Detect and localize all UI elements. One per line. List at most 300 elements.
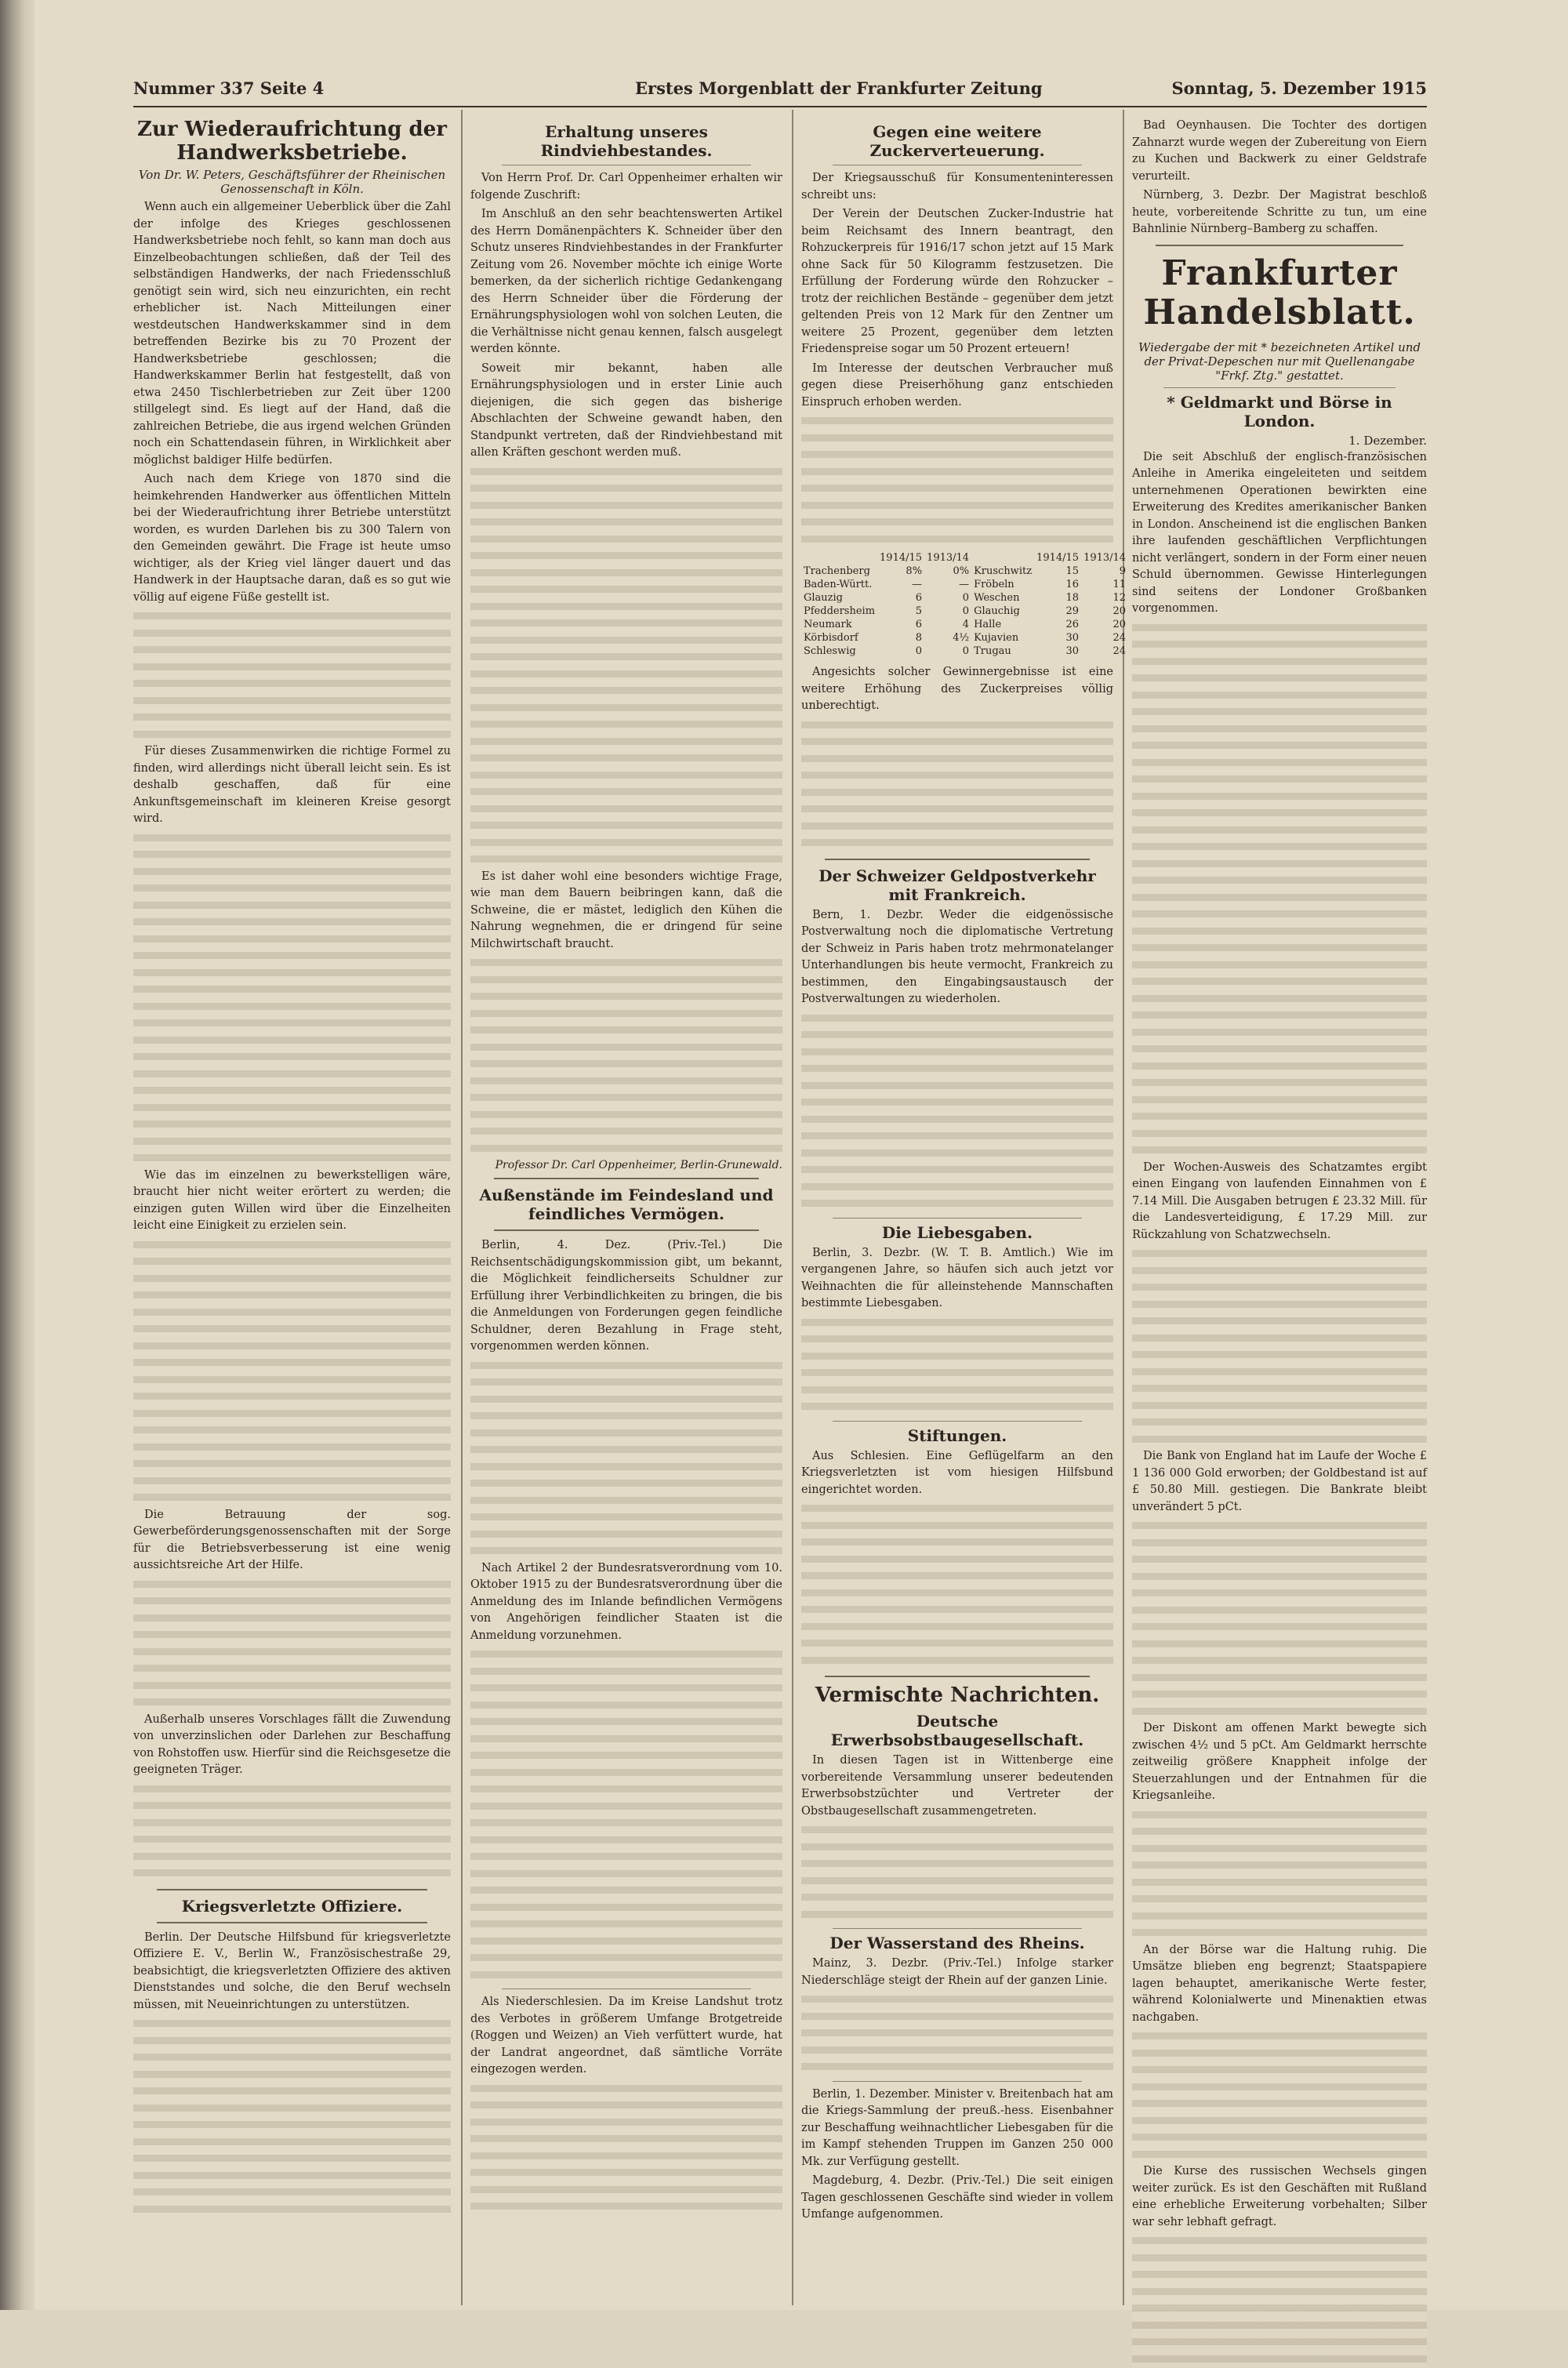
illegible-text-line bbox=[470, 1375, 782, 1392]
illegible-text-line bbox=[1132, 805, 1427, 823]
illegible-text-line bbox=[133, 965, 451, 982]
illegible-text-line bbox=[133, 932, 451, 949]
paragraph: Soweit mir bekannt, haben alle Ernährungsphysiologen und in erster Linie auch diejenigen, die sich gegen das bisherige Abschlachten der Schweine gewandt haben, den Standpunkt vertreten, daß der Rindviehbestand mit allen Kräften geschont werden muß. bbox=[470, 361, 782, 462]
illegible-text-line bbox=[1132, 1535, 1427, 1553]
paragraph: Als Niederschlesien. Da im Kreise Landshut trotz des Verbotes in größerem Umfange Brotgetreide (Roggen und Weizen) an Vieh verfüttert wurde, hat der Landrat angeordnet, daß sämtliche Vorräte eingezogen werden. bbox=[470, 1994, 782, 2079]
illegible-text-line bbox=[1132, 1841, 1427, 1858]
illegible-text-line bbox=[1132, 1041, 1427, 1059]
illegible-text-line bbox=[133, 1150, 451, 1168]
illegible-text-line bbox=[133, 642, 451, 659]
illegible-text-line bbox=[470, 1509, 782, 1527]
illegible-text-line bbox=[133, 727, 451, 744]
illegible-text-line bbox=[470, 1967, 782, 1985]
paragraph: Magdeburg, 4. Dezbr. (Priv.-Tel.) Die seit einigen Tagen geschlossenen Geschäfte sind wieder in vollem Umfange aufgenommen. bbox=[801, 2173, 1113, 2224]
divider bbox=[825, 859, 1090, 860]
table-row bbox=[801, 578, 1128, 591]
paragraph: Der Kriegsausschuß für Konsumenteninteressen schreibt uns: bbox=[801, 170, 1113, 204]
table-cell: Kujavien bbox=[971, 631, 1034, 645]
section-title: Die Liebesgaben. bbox=[801, 1223, 1113, 1242]
illegible-text-line bbox=[133, 693, 451, 710]
illegible-text-line bbox=[801, 717, 1113, 735]
table-cell: 16 bbox=[1034, 578, 1081, 591]
paragraph: Berlin, 4. Dez. (Priv.-Tel.) Die Reichsentschädigungskommission gibt, um bekannt, die Möglichkeit feindlicherseits Schuldner zur Erfüllung ihrer Verbindlichkeiten zu bringen, die bis die Anmeldungen von Forderungen gegen feindliche Schuldner, deren Bezahlung in Frage steht, vorgenommen werden können. bbox=[470, 1237, 782, 1356]
illegible-text-line bbox=[1132, 1025, 1427, 1042]
illegible-text-line bbox=[470, 649, 782, 666]
illegible-text-line bbox=[133, 1033, 451, 1050]
table-cell: Trachenberg bbox=[801, 565, 877, 578]
table-cell: 15 bbox=[1034, 565, 1081, 578]
illegible-text-line bbox=[470, 2131, 782, 2148]
illegible-text-line bbox=[801, 1534, 1113, 1552]
illegible-text-line bbox=[470, 1392, 782, 1409]
illegible-text-line bbox=[470, 835, 782, 852]
illegible-text-line bbox=[801, 447, 1113, 464]
illegible-text-line bbox=[1132, 1619, 1427, 1636]
illegible-text-line bbox=[801, 1619, 1113, 1636]
divider bbox=[157, 1922, 427, 1923]
illegible-text-line bbox=[1132, 2334, 1427, 2352]
illegible-text-line bbox=[801, 481, 1113, 498]
illegible-text-line bbox=[801, 1078, 1113, 1095]
illegible-text-line bbox=[1132, 1925, 1427, 1942]
table-cell bbox=[971, 551, 1034, 565]
illegible-text-line bbox=[1132, 1653, 1427, 1670]
paragraph: Im Interesse der deutschen Verbraucher muß gegen diese Preiserhöhung ganz entschieden Einspruch erhoben werden. bbox=[801, 361, 1113, 412]
paragraph: Außerhalb unseres Vorschlages fällt die Zuwendung von unverzinslichen oder Darlehen zur Beschaffung von Rohstoffen usw. Hierfür sind die Reichsgesetze die geeigneten Träger. bbox=[133, 1712, 451, 1779]
illegible-text-line bbox=[801, 1636, 1113, 1653]
illegible-text-line bbox=[1132, 2062, 1427, 2079]
illegible-text-line bbox=[133, 999, 451, 1016]
illegible-text-line bbox=[470, 481, 782, 498]
illegible-text-line bbox=[1132, 1313, 1427, 1331]
table-cell: 0% bbox=[924, 565, 971, 578]
illegible-text-line bbox=[470, 582, 782, 599]
paragraph: Der Diskont am offenen Markt bewegte sich zwischen 4½ und 5 pCt. Am Geldmarkt herrschte zeitweilig größere Knappheit infolge der Steuerzahlungen und der Entnahmen für die Kriegsanleihe. bbox=[1132, 1720, 1427, 1805]
illegible-text-line bbox=[133, 710, 451, 727]
illegible-text-line bbox=[470, 616, 782, 633]
signature: Professor Dr. Carl Oppenheimer, Berlin-Grunewald. bbox=[470, 1159, 782, 1171]
illegible-text-line bbox=[470, 1527, 782, 1544]
illegible-text-line bbox=[133, 1305, 451, 1322]
illegible-text-line bbox=[470, 818, 782, 835]
paragraph: Für dieses Zusammenwirken die richtige Formel zu finden, wird allerdings nicht überall leicht sein. Es ist deshalb geschaffen, daß für eine Ankunftsgemeinschaft im kleineren Kreise gesorgt wird. bbox=[133, 743, 451, 828]
illegible-text-line bbox=[133, 1815, 451, 1832]
illegible-text-line bbox=[801, 1128, 1113, 1146]
illegible-text-line bbox=[470, 1022, 782, 1040]
illegible-text-line bbox=[470, 1442, 782, 1459]
table-cell: Pfeddersheim bbox=[801, 605, 877, 618]
divider bbox=[157, 1889, 427, 1890]
illegible-text-line bbox=[470, 1748, 782, 1765]
paragraph: Die Kurse des russischen Wechsels gingen weiter zurück. Es ist den Geschäften mit Rußland eine erhebliche Erweiterung vorbehalten; Silber war sehr lebhaft gefragt. bbox=[1132, 2163, 1427, 2231]
illegible-text-line bbox=[470, 514, 782, 532]
illegible-text-line bbox=[133, 2151, 451, 2168]
illegible-text-line bbox=[1132, 906, 1427, 924]
table-cell: 4 bbox=[924, 618, 971, 631]
table-row bbox=[801, 618, 1128, 631]
illegible-text-line bbox=[133, 1440, 451, 1457]
illegible-text-line bbox=[470, 2081, 782, 2098]
divider bbox=[833, 1421, 1082, 1422]
table-cell: 18 bbox=[1034, 591, 1081, 605]
table-cell: 29 bbox=[1034, 605, 1081, 618]
illegible-text-line bbox=[470, 1698, 782, 1715]
illegible-text-line bbox=[1132, 2130, 1427, 2147]
illegible-text-line bbox=[801, 835, 1113, 852]
illegible-text-line bbox=[801, 1822, 1113, 1840]
illegible-text-line bbox=[801, 1501, 1113, 1518]
column-1 bbox=[133, 118, 451, 2297]
illegible-text-line bbox=[801, 1011, 1113, 1028]
table-cell: 5 bbox=[877, 605, 924, 618]
illegible-text-line bbox=[1132, 2113, 1427, 2130]
illegible-text-line bbox=[470, 1781, 782, 1799]
divider bbox=[494, 1229, 759, 1231]
table-cell: 1913/14 bbox=[1081, 551, 1128, 565]
illegible-text-line bbox=[470, 1883, 782, 1900]
section-title: Kriegsverletzte Offiziere. bbox=[133, 1897, 451, 1916]
section-headline: Frankfurter Handelsblatt. bbox=[1132, 254, 1427, 332]
table-cell bbox=[801, 551, 877, 565]
illegible-text-line bbox=[133, 1577, 451, 1594]
illegible-text-line bbox=[801, 1992, 1113, 2009]
illegible-text-line bbox=[801, 2025, 1113, 2043]
illegible-text-line bbox=[1132, 823, 1427, 840]
illegible-text-line bbox=[133, 1422, 451, 1440]
illegible-text-line bbox=[1132, 738, 1427, 755]
illegible-text-line bbox=[1132, 1518, 1427, 1535]
illegible-text-line bbox=[1132, 654, 1427, 671]
table-cell: 11 bbox=[1081, 578, 1128, 591]
illegible-text-line bbox=[470, 1950, 782, 1967]
illegible-text-line bbox=[133, 1049, 451, 1066]
table-cell: Halle bbox=[971, 618, 1034, 631]
table-row bbox=[801, 605, 1128, 618]
table-cell: 0 bbox=[924, 605, 971, 618]
illegible-text-line bbox=[1132, 1364, 1427, 1382]
paragraph: Angesichts solcher Gewinnergebnisse ist eine weitere Erhöhung des Zuckerpreises völlig unberechtigt. bbox=[801, 664, 1113, 715]
illegible-text-line bbox=[133, 1100, 451, 1117]
table-cell: 0 bbox=[924, 591, 971, 605]
illegible-text-line bbox=[801, 413, 1113, 430]
table-row bbox=[801, 631, 1128, 645]
table-cell: Weschen bbox=[971, 591, 1034, 605]
illegible-text-line bbox=[133, 1254, 451, 1271]
illegible-text-line bbox=[470, 1056, 782, 1073]
paragraph: Wenn auch ein allgemeiner Ueberblick über die Zahl der infolge des Krieges geschlossenen Handwerksbetriebe noch fehlt, so kann man doch aus Einzelbeobachtungen schließen, daß der Teil des selbständigen Handwerks, der nach Friedensschluß genötigt sein wird, sich neu einzurichten, ein recht erheblicher ist. Nach Mitteilungen einer westdeutschen Handwerkskammer sind in dem betreffenden Bezirke bis zu 70 Prozent der Handwerksbetriebe geschlossen; die Handwerkskammer Berlin hat festgestellt, daß von etwa 2450 Tischlerbetrieben zur Zeit über 1200 stillgelegt sind. Es liegt auf der Hand, daß die zahlreichen Betriebe, die aus irgend welchen Gründen noch ein Schattendasein führen, in Wirklichkeit aber möglichst baldiger Hilfe bedürfen. bbox=[133, 199, 451, 469]
illegible-text-line bbox=[1132, 789, 1427, 806]
article-title: Gegen eine weitere Zuckerverteuerung. bbox=[801, 122, 1113, 160]
table-cell: Glauchig bbox=[971, 605, 1034, 618]
illegible-text-line bbox=[1132, 839, 1427, 856]
paragraph: Berlin, 1. Dezember. Minister v. Breitenbach hat am die Kriegs-Sammlung der preuß.-hess. Eisenbahner zur Beschaffung weihnachtlicher Liebesgaben für die im Kampf stehenden Truppen im Ganzen 250 000 Mk. zur Verfügung gestellt. bbox=[801, 2087, 1113, 2171]
table-cell: 20 bbox=[1081, 605, 1128, 618]
illegible-text-line bbox=[133, 864, 451, 881]
section-title: Deutsche Erwerbsobstbaugesellschaft. bbox=[801, 1712, 1113, 1749]
illegible-text-line bbox=[801, 1146, 1113, 1163]
table-cell: 1914/15 bbox=[877, 551, 924, 565]
table-cell: 9 bbox=[1081, 565, 1128, 578]
illegible-text-line bbox=[470, 1680, 782, 1698]
illegible-text-line bbox=[1132, 1432, 1427, 1449]
illegible-text-line bbox=[133, 1083, 451, 1100]
illegible-text-line bbox=[1132, 1092, 1427, 1110]
article-title: Zur Wiederaufrichtung der Handwerksbetriebe. bbox=[133, 118, 451, 165]
illegible-text-line bbox=[1132, 772, 1427, 789]
table-cell: 0 bbox=[924, 645, 971, 658]
illegible-text-line bbox=[801, 768, 1113, 785]
paragraph: Mainz, 3. Dezbr. (Priv.-Tel.) Infolge starker Niederschläge steigt der Rhein auf der ganzen Linie. bbox=[801, 1956, 1113, 1989]
masthead-rule bbox=[133, 106, 1427, 107]
illegible-text-line bbox=[1132, 2079, 1427, 2097]
paragraph: Aus Schlesien. Eine Geflügelfarm an den Kriegsverletzten ist vom hiesigen Hilfsbund eingerichtet worden. bbox=[801, 1448, 1113, 1499]
illegible-text-line bbox=[1132, 1126, 1427, 1143]
section-title: Der Wasserstand des Rheins. bbox=[801, 1934, 1113, 1952]
illegible-text-line bbox=[470, 1900, 782, 1917]
illegible-text-line bbox=[801, 1196, 1113, 1213]
illegible-text-line bbox=[133, 948, 451, 965]
column-rule bbox=[461, 110, 463, 2305]
illegible-text-line bbox=[470, 2165, 782, 2182]
illegible-text-line bbox=[1132, 1704, 1427, 1721]
illegible-text-line bbox=[1132, 1569, 1427, 1586]
table-cell: Schleswig bbox=[801, 645, 877, 658]
illegible-text-line bbox=[470, 852, 782, 869]
table-cell: Neumark bbox=[801, 618, 877, 631]
illegible-text-line bbox=[801, 1179, 1113, 1197]
illegible-text-line bbox=[133, 2185, 451, 2202]
dateline: 1. Dezember. bbox=[1132, 434, 1427, 448]
issue-date: Sonntag, 5. Dezember 1915 bbox=[1172, 78, 1428, 98]
illegible-text-line bbox=[133, 881, 451, 898]
masthead bbox=[133, 78, 1427, 110]
illegible-text-line bbox=[1132, 688, 1427, 705]
illegible-text-line bbox=[470, 1815, 782, 1832]
illegible-text-line bbox=[1132, 1297, 1427, 1314]
illegible-text-line bbox=[133, 898, 451, 915]
illegible-text-line bbox=[801, 785, 1113, 802]
illegible-text-line bbox=[470, 1832, 782, 1850]
illegible-text-line bbox=[801, 2009, 1113, 2026]
illegible-text-line bbox=[1132, 721, 1427, 739]
table-cell: 24 bbox=[1081, 631, 1128, 645]
paragraph: An der Börse war die Haltung ruhig. Die Umsätze blieben eng begrenzt; Staatspapiere lagen behauptet, amerikanische Werte fester, während Kolonialwerte und Minenaktien etwas nachgaben. bbox=[1132, 1942, 1427, 2027]
illegible-text-line bbox=[470, 1866, 782, 1883]
illegible-text-line bbox=[801, 1112, 1113, 1129]
illegible-text-line bbox=[1132, 1280, 1427, 1297]
illegible-text-line bbox=[1132, 2046, 1427, 2063]
illegible-text-line bbox=[133, 1015, 451, 1033]
illegible-text-line bbox=[133, 1338, 451, 1356]
paragraph: Im Anschluß an den sehr beachtenswerten Artikel des Herrn Domänenpächters K. Schneider über den Schutz unseres Rindviehbestandes in der Frankfurter Zeitung vom 26. November möchte ich einige Worte bemerken, da der sicherlich richtige Gedankengang des Herrn Schneider über die Förderung der Ernährungsphysiologen wohl von solchen Leuten, die die Verhältnisse nicht genau kennen, falsch ausgelegt werden könnte. bbox=[470, 206, 782, 358]
table-cell: 30 bbox=[1034, 631, 1081, 645]
illegible-text-line bbox=[470, 1934, 782, 1951]
illegible-text-line bbox=[133, 847, 451, 864]
illegible-text-line bbox=[470, 750, 782, 768]
illegible-text-line bbox=[470, 1124, 782, 1141]
table-cell: 8% bbox=[877, 565, 924, 578]
section-headline: Vermischte Nachrichten. bbox=[801, 1683, 1113, 1707]
illegible-text-line bbox=[133, 2202, 451, 2219]
illegible-text-line bbox=[1132, 670, 1427, 688]
illegible-text-line bbox=[133, 2016, 451, 2033]
illegible-text-line bbox=[470, 784, 782, 801]
illegible-text-line bbox=[470, 1040, 782, 1057]
illegible-text-line bbox=[133, 1288, 451, 1305]
paragraph: Die Betrauung der sog. Gewerbeförderungsgenossenschaften mit der Sorge für die Betriebsverbesserung ist eine wenig aussichtsreiche Art der Hilfe. bbox=[133, 1507, 451, 1574]
illegible-text-line bbox=[470, 1006, 782, 1023]
illegible-text-line bbox=[470, 1916, 782, 1934]
illegible-text-line bbox=[133, 1611, 451, 1628]
illegible-text-line bbox=[470, 666, 782, 684]
table-header bbox=[801, 551, 1128, 565]
illegible-text-line bbox=[1132, 1075, 1427, 1092]
illegible-text-line bbox=[470, 1647, 782, 1664]
illegible-text-line bbox=[801, 801, 1113, 819]
illegible-text-line bbox=[1132, 2147, 1427, 2164]
column-2 bbox=[470, 118, 782, 2297]
illegible-text-line bbox=[801, 498, 1113, 515]
illegible-text-line bbox=[801, 532, 1113, 549]
illegible-text-line bbox=[133, 626, 451, 643]
book-binding bbox=[0, 0, 34, 2310]
illegible-text-line bbox=[133, 608, 451, 626]
illegible-text-line bbox=[801, 1890, 1113, 1907]
illegible-text-line bbox=[133, 1849, 451, 1866]
illegible-text-line bbox=[470, 1493, 782, 1510]
illegible-text-line bbox=[133, 1355, 451, 1372]
illegible-text-line bbox=[133, 914, 451, 932]
illegible-text-line bbox=[470, 2148, 782, 2166]
illegible-text-line bbox=[470, 1073, 782, 1091]
illegible-text-line bbox=[1132, 1636, 1427, 1654]
illegible-text-line bbox=[1132, 2352, 1427, 2368]
illegible-text-line bbox=[133, 1694, 451, 1712]
illegible-text-line bbox=[801, 1552, 1113, 1569]
illegible-text-line bbox=[1132, 755, 1427, 772]
illegible-text-line bbox=[801, 464, 1113, 481]
paragraph: Bad Oeynhausen. Die Tochter des dortigen Zahnarzt wurde wegen der Zubereitung von Eiern zu Kuchen und Backwerk zu einer Geldstrafe verurteilt. bbox=[1132, 118, 1427, 185]
illegible-text-line bbox=[1132, 1263, 1427, 1280]
table-cell: Körbisdorf bbox=[801, 631, 877, 645]
divider bbox=[1163, 387, 1396, 388]
illegible-text-line bbox=[133, 1490, 451, 1507]
paragraph: Berlin, 3. Dezbr. (W. T. B. Amtlich.) Wie im vergangenen Jahre, so häufen sich auch jetzt vor Weihnachten die für alleinstehende Mannschaften bestimmte Liebesgaben. bbox=[801, 1245, 1113, 1313]
illegible-text-line bbox=[133, 1627, 451, 1644]
table-cell: 20 bbox=[1081, 618, 1128, 631]
illegible-text-line bbox=[1132, 1807, 1427, 1825]
illegible-text-line bbox=[1132, 1603, 1427, 1620]
illegible-text-line bbox=[470, 498, 782, 515]
divider bbox=[833, 1218, 1082, 1219]
illegible-text-line bbox=[470, 1543, 782, 1560]
illegible-text-line bbox=[470, 2097, 782, 2115]
paragraph: Der Wochen-Ausweis des Schatzamtes ergibt einen Eingang von laufenden Einnahmen von £ 7.14 Mill. Die Ausgaben betrugen £ 23.32 Mill. für die Landesverteidigung, £ 17.29 Mill. zur Rückzahlung von Schatzwechseln. bbox=[1132, 1160, 1427, 1244]
illegible-text-line bbox=[1132, 1891, 1427, 1909]
illegible-text-line bbox=[470, 2199, 782, 2216]
illegible-text-line bbox=[801, 751, 1113, 768]
illegible-text-line bbox=[133, 2134, 451, 2152]
divider bbox=[825, 1676, 1090, 1677]
reprint-note: Wiedergabe der mit * bezeichneten Artikel und der Privat-Depeschen nur mit Quellenangabe "Frkf. Ztg." gestattet. bbox=[1132, 340, 1427, 383]
table-cell: — bbox=[877, 578, 924, 591]
illegible-text-line bbox=[470, 683, 782, 700]
illegible-text-line bbox=[470, 801, 782, 819]
illegible-text-line bbox=[1132, 2028, 1427, 2046]
table-cell: 0 bbox=[877, 645, 924, 658]
illegible-text-line bbox=[1132, 1824, 1427, 1841]
article-title: Erhaltung unseres Rindviehbestandes. bbox=[470, 122, 782, 160]
divider bbox=[494, 1178, 759, 1179]
illegible-text-line bbox=[801, 1095, 1113, 1112]
illegible-text-line bbox=[801, 2059, 1113, 2076]
illegible-text-line bbox=[1132, 1415, 1427, 1432]
column-4 bbox=[1132, 118, 1427, 2297]
table-cell: Baden-Württ. bbox=[801, 578, 877, 591]
illegible-text-line bbox=[133, 659, 451, 677]
illegible-text-line bbox=[801, 1568, 1113, 1585]
illegible-text-line bbox=[801, 514, 1113, 532]
illegible-text-line bbox=[133, 2168, 451, 2185]
illegible-text-line bbox=[1132, 2096, 1427, 2113]
illegible-text-line bbox=[470, 1141, 782, 1158]
illegible-text-line bbox=[801, 734, 1113, 751]
illegible-text-line bbox=[470, 1714, 782, 1731]
illegible-text-line bbox=[133, 1117, 451, 1134]
illegible-text-line bbox=[801, 1331, 1113, 1349]
illegible-text-line bbox=[133, 1593, 451, 1611]
illegible-text-line bbox=[1132, 1331, 1427, 1348]
illegible-text-line bbox=[801, 1907, 1113, 1924]
illegible-text-line bbox=[1132, 1381, 1427, 1398]
illegible-text-line bbox=[1132, 1398, 1427, 1415]
illegible-text-line bbox=[470, 633, 782, 650]
illegible-text-line bbox=[133, 1406, 451, 1423]
issue-number: Nummer 337 Seite 4 bbox=[133, 78, 324, 98]
divider bbox=[1156, 245, 1403, 246]
table-cell: 24 bbox=[1081, 645, 1128, 658]
illegible-text-line bbox=[133, 1798, 451, 1815]
paragraph: Die seit Abschluß der englisch-französischen Anleihe in Amerika eingeleiteten und seitdem unternehmenen Operationen bewirkten eine Erweiterung des Kredites amerikanischer Banken in London. Anscheinend ist die englischen Banken ihre laufenden geschäftlichen Verpflichtungen nicht verlängert, sondern in der Form einer neuen Schuld übernommen. Gewisse Hinterlegungen sind seitens der Londoner Großbanken vorgenommen. bbox=[1132, 449, 1427, 618]
illegible-text-line bbox=[470, 700, 782, 717]
table-cell: 6 bbox=[877, 618, 924, 631]
illegible-text-line bbox=[470, 1476, 782, 1493]
illegible-text-line bbox=[133, 1372, 451, 1389]
illegible-text-line bbox=[801, 1162, 1113, 1179]
illegible-text-line bbox=[1132, 637, 1427, 654]
illegible-text-line bbox=[470, 599, 782, 616]
illegible-text-line bbox=[1132, 991, 1427, 1008]
illegible-text-line bbox=[133, 830, 451, 848]
paragraph: Von Herrn Prof. Dr. Carl Oppenheimer erhalten wir folgende Zuschrift: bbox=[470, 170, 782, 204]
paragraph: Bern, 1. Dezbr. Weder die eidgenössische Postverwaltung noch die diplomatische Vertretung der Schweiz in Paris haben trotz mehrmonatelanger Unterhandlungen bis heute vermocht, Frankreich zu bestimmen, den Eingabingsaustausch der Postverwaltungen zu wiederholen. bbox=[801, 907, 1113, 1008]
illegible-text-line bbox=[133, 2050, 451, 2067]
section-title: Der Schweizer Geldpostverkehr mit Frankreich. bbox=[801, 866, 1113, 904]
illegible-text-line bbox=[801, 1602, 1113, 1619]
table-cell: Glauzig bbox=[801, 591, 877, 605]
illegible-text-line bbox=[1132, 2284, 1427, 2301]
illegible-text-line bbox=[801, 2043, 1113, 2060]
table-cell: Trugau bbox=[971, 645, 1034, 658]
illegible-text-line bbox=[801, 1856, 1113, 1873]
illegible-text-line bbox=[801, 1061, 1113, 1078]
paragraph: Der Verein der Deutschen Zucker-Industrie hat beim Reichsamt des Innern beantragt, den Rohzuckerpreis für 1916/17 schon jetzt auf 15 Mark ohne Sack für 50 Kilogramm festzusetzen. Die Erfüllung der Forderung würde den Rohzucker – trotz der reichlichen Bestände – gegenüber dem jetzt geltenden Preis von 12 Mark für den Zentner um weitere 25 Prozent, gegenüber dem letzten Friedenspreise sogar um 50 Prozent erteuern! bbox=[801, 206, 1113, 358]
illegible-text-line bbox=[1132, 2233, 1427, 2250]
illegible-text-line bbox=[801, 1518, 1113, 1535]
illegible-text-line bbox=[133, 676, 451, 693]
illegible-text-line bbox=[133, 1321, 451, 1338]
illegible-text-line bbox=[133, 1781, 451, 1799]
